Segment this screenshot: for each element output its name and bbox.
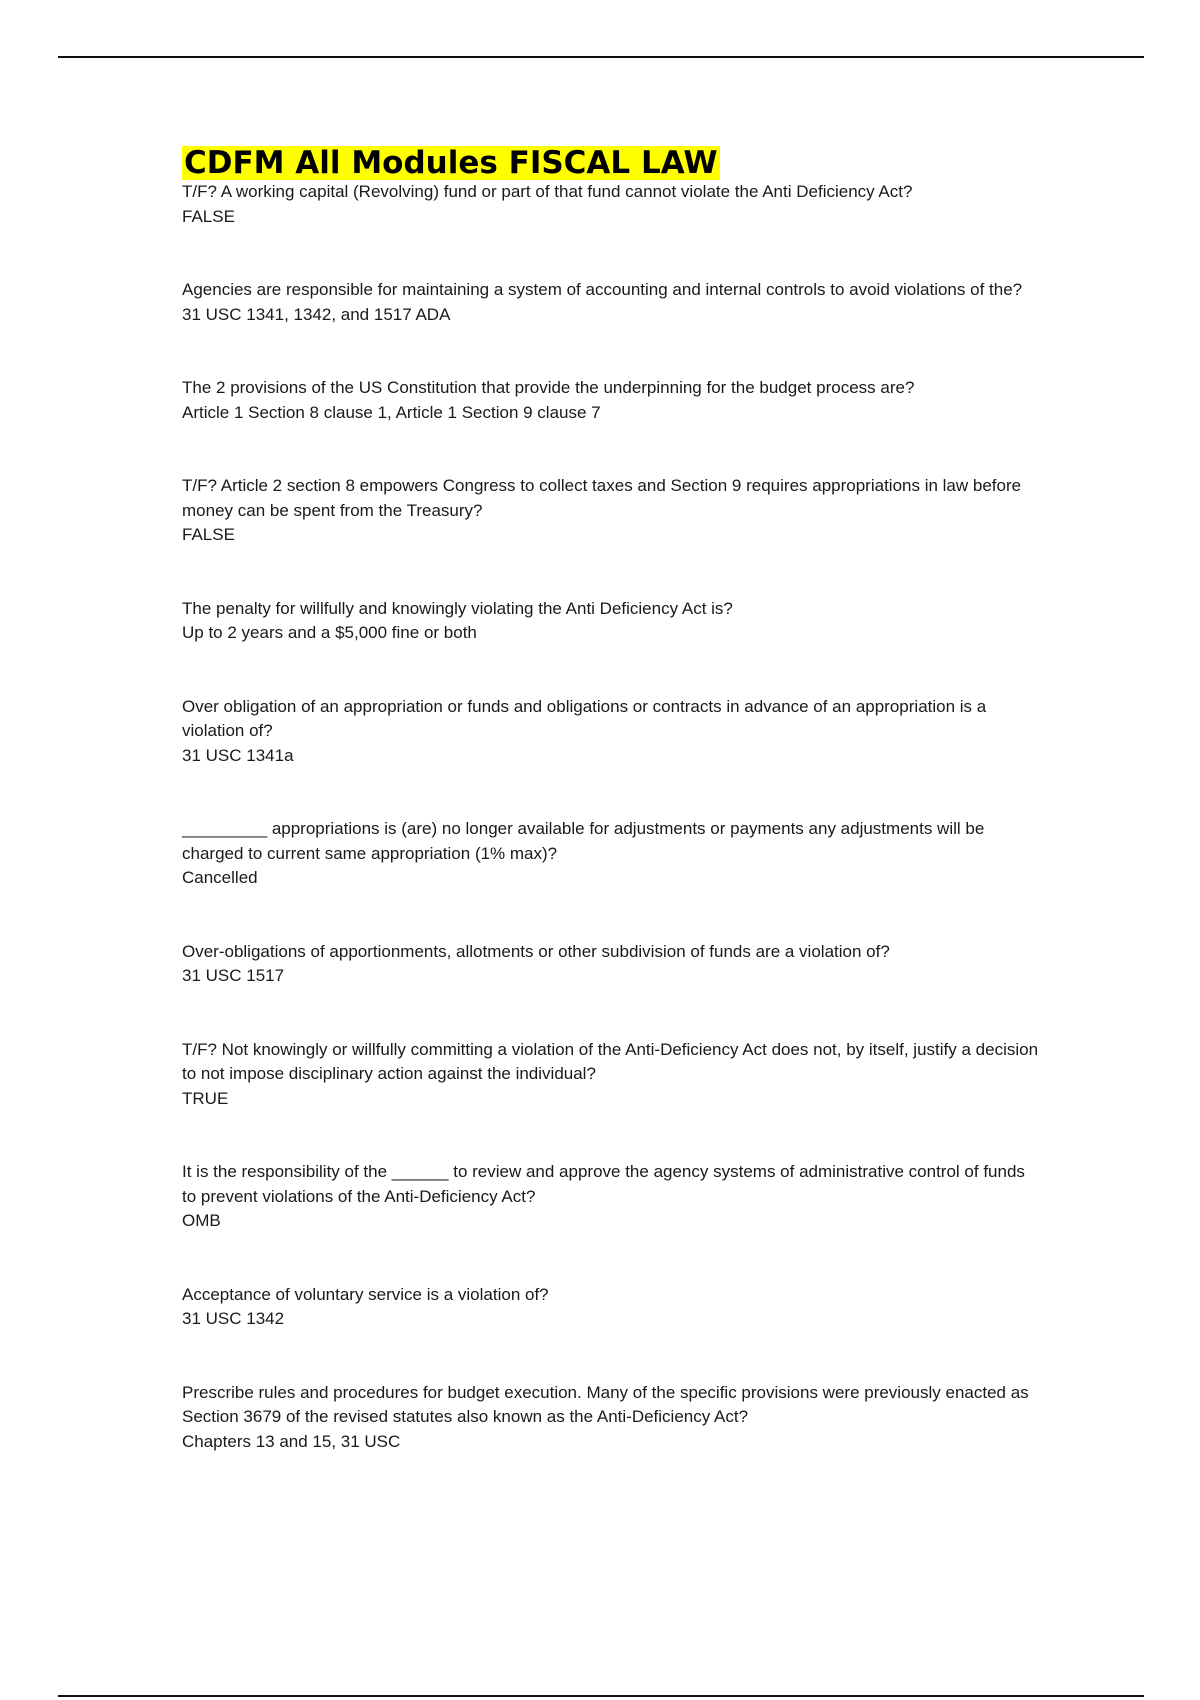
question-text: T/F? A working capital (Revolving) fund or part of that fund cannot violate the Anti Deficiency Act? <box>182 182 913 201</box>
answer-text: 31 USC 1342 <box>182 1309 285 1328</box>
qa-item <box>182 817 1042 891</box>
answer-text: Article 1 Section 8 clause 1, Article 1 Section 9 clause 7 <box>182 402 601 422</box>
answer-text: Up to 2 years and a $5,000 fine or both <box>182 623 477 642</box>
question-text: T/F? Not knowingly or willfully committing a violation of the Anti-Deficiency Act does not, by itself, justify a decision to not impose disciplinary action against the individual? <box>182 1039 1039 1083</box>
answer-text: Chapters 13 and 15, 31 USC <box>182 1431 401 1451</box>
top-rule <box>58 56 1144 58</box>
answer-text: 31 USC 1517 <box>182 966 285 985</box>
question-text: It is the responsibility of the ______ to review and approve the agency systems of administrative control of funds to prevent violations of the Anti-Deficiency Act? <box>182 1162 1025 1206</box>
answer-text: 31 USC 1341a <box>182 745 294 765</box>
title-wrap <box>182 146 1042 180</box>
qa-item <box>182 474 1042 548</box>
qa-item <box>182 180 1042 229</box>
question-text: Prescribe rules and procedures for budget execution. Many of the specific provisions were previously enacted as Section 3679 of the revised statutes also known as the Anti-Deficiency Act? <box>182 1382 1029 1426</box>
answer-text: FALSE <box>182 206 235 226</box>
question-text: The penalty for willfully and knowingly violating the Anti Deficiency Act is? <box>182 598 733 618</box>
answer-text: OMB <box>182 1211 221 1230</box>
qa-item <box>182 597 1042 646</box>
question-text: Over obligation of an appropriation or funds and obligations or contracts in advance of an appropriation is a violation of? <box>182 696 987 740</box>
qa-list <box>182 180 1042 1454</box>
document-title: CDFM All Modules FISCAL LAW <box>184 145 718 181</box>
question-text: Agencies are responsible for maintaining a system of accounting and internal controls to avoid violations of the? <box>182 280 1023 299</box>
qa-item <box>182 695 1042 769</box>
qa-item <box>182 1283 1042 1332</box>
qa-item <box>182 376 1042 425</box>
qa-item <box>182 940 1042 989</box>
answer-text: 31 USC 1341, 1342, and 1517 ADA <box>182 304 451 324</box>
qa-item <box>182 1160 1042 1234</box>
answer-text: FALSE <box>182 525 235 544</box>
answer-text: TRUE <box>182 1088 229 1108</box>
question-text: _________ appropriations is (are) no longer available for adjustments or payments any adjustments will be charged to current same appropriation (1% max)? <box>182 819 985 863</box>
question-text: Acceptance of voluntary service is a violation of? <box>182 1284 549 1304</box>
answer-text: Cancelled <box>182 868 258 887</box>
document-body <box>182 146 1042 1454</box>
question-text: Over-obligations of apportionments, allotments or other subdivision of funds are a violation of? <box>182 941 890 961</box>
bottom-rule <box>58 1695 1144 1697</box>
question-text: The 2 provisions of the US Constitution that provide the underpinning for the budget process are? <box>182 378 915 397</box>
qa-item <box>182 1381 1042 1455</box>
question-text: T/F? Article 2 section 8 empowers Congress to collect taxes and Section 9 requires appropriations in law before money can be spent from the Treasury? <box>182 476 1022 520</box>
qa-item <box>182 278 1042 327</box>
qa-item <box>182 1038 1042 1112</box>
